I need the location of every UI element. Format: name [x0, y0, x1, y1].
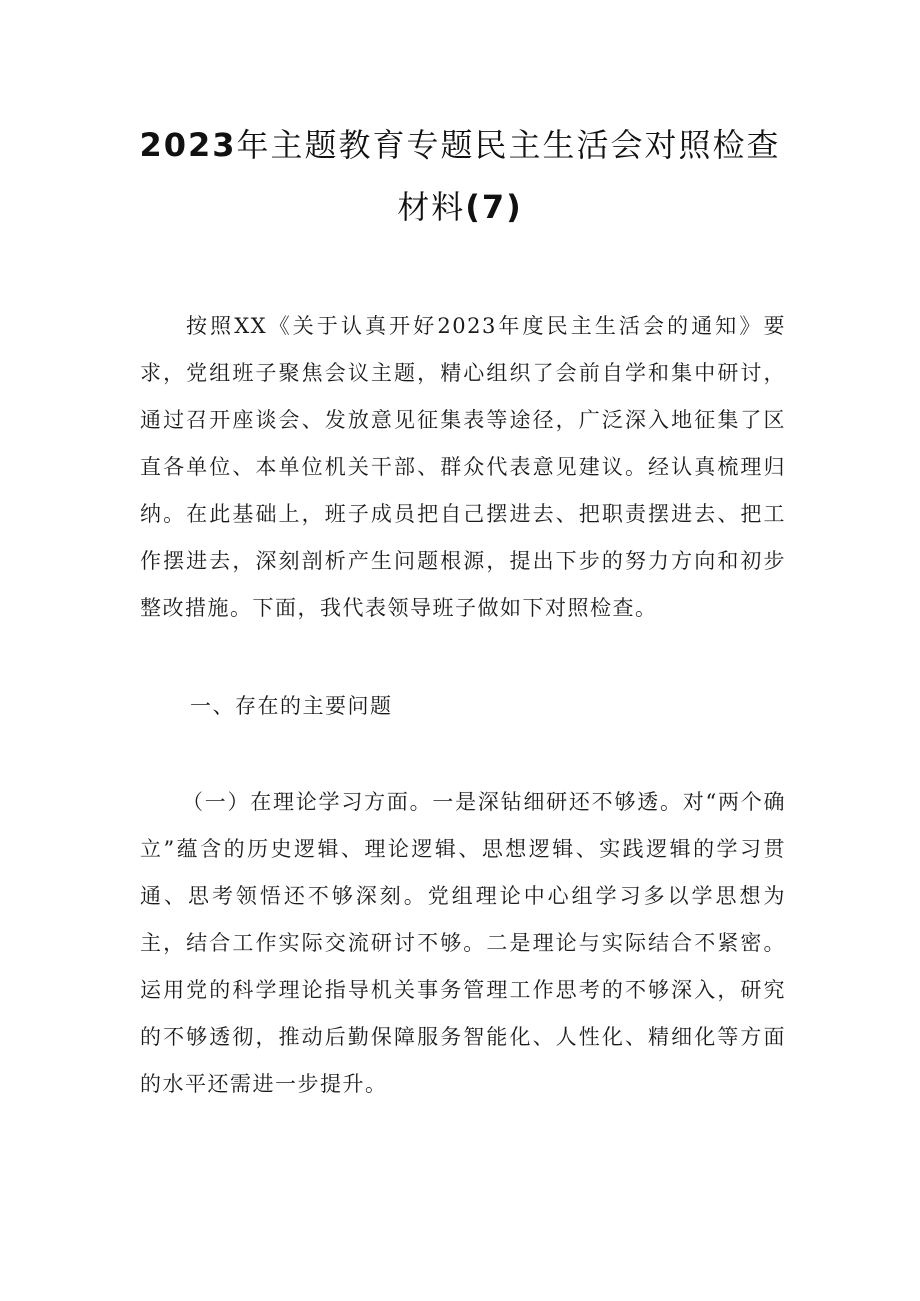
- document-title-line-1: [100, 120, 820, 166]
- title-continuation: 材料: [397, 188, 466, 226]
- section-heading: 一、存在的主要问题: [190, 694, 393, 718]
- title-text: 年主题教育专题民主生活会对照检查: [236, 126, 781, 164]
- title-year: 2023: [139, 126, 237, 164]
- title-number: (7): [465, 188, 523, 226]
- document-title-line-2: [100, 182, 820, 228]
- subsection-paragraph: （一）在理论学习方面。一是深钻细研还不够透。对“两个确立”蕴含的历史逻辑、理论逻辑、思想逻辑、实践逻辑的学习贯通、思考领悟还不够深刻。党组理论中心组学习多以学思想为主，结合工作实际交流研讨不够。二是理论与实际结合不紧密。运用党的科学理论指导机关事务管理工作思考的不够深入，研究的不够透彻，推动后勤保障服务智能化、人性化、精细化等方面的水平还需进一步提升。: [140, 790, 786, 1096]
- intro-paragraph: 按照XX《关于认真开好2023年度民主生活会的通知》要求，党组班子聚焦会议主题，精心组织了会前自学和集中研讨，通过召开座谈会、发放意见征集表等途径，广泛深入地征集了区直各单位、本单位机关干部、群众代表意见建议。经认真梳理归纳。在此基础上，班子成员把自己摆进去、把职责摆进去、把工作摆进去，深刻剖析产生问题根源，提出下步的努力方向和初步整改措施。下面，我代表领导班子做如下对照检查。: [140, 314, 786, 620]
